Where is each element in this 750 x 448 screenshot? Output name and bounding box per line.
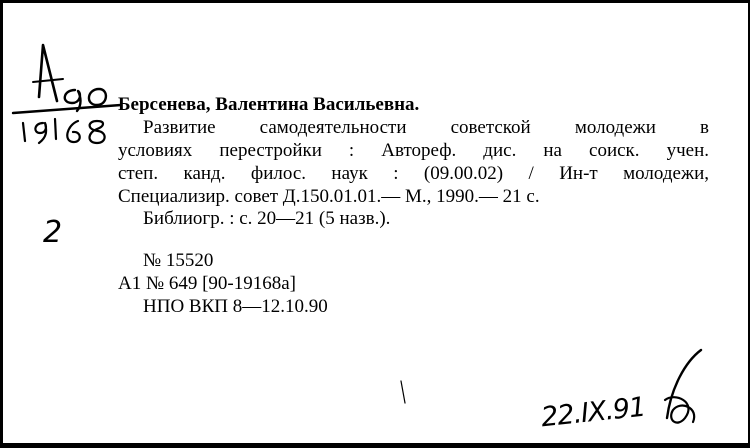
title-line-3: степ. канд. филос. наук : (09.00.02) / Ин-т молодежи, bbox=[118, 163, 709, 184]
pencil-mark bbox=[399, 377, 411, 407]
npo-stamp-line: НПО ВКП 8—12.10.90 bbox=[143, 296, 328, 317]
accession-number: А1 № 649 [90-19168а] bbox=[118, 273, 297, 294]
shelfmark-top bbox=[3, 3, 4, 4]
shelfmark-handwritten bbox=[11, 37, 123, 155]
registration-number: № 15520 bbox=[143, 250, 214, 271]
shelfmark-bottom bbox=[3, 3, 4, 4]
title-line-4: Специализир. совет Д.150.01.01.— М., 1990.— 21 с. bbox=[118, 186, 540, 207]
author-heading: Берсенева, Валентина Васильевна. bbox=[118, 94, 420, 115]
title-line-1: Развитие самодеятельности советской молодежи в bbox=[143, 117, 709, 138]
date-handwritten: 22.IX.91 bbox=[539, 391, 647, 434]
signature-mark bbox=[657, 348, 707, 430]
bibliography-note: Библиогр. : с. 20—21 (5 назв.). bbox=[143, 208, 391, 229]
title-line-2: условиях перестройки : Автореф. дис. на соиск. учен. bbox=[118, 140, 709, 161]
margin-note-handwritten: 2 bbox=[43, 215, 62, 250]
